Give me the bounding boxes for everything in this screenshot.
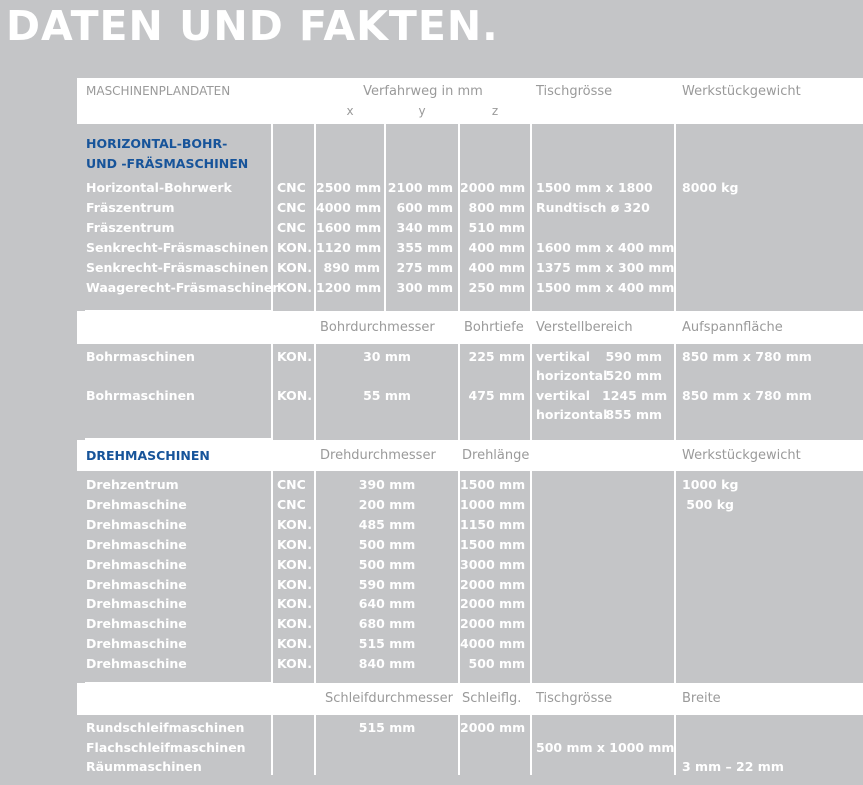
machine-name: Bohrmaschinen <box>86 349 195 364</box>
header-z: z <box>491 104 499 118</box>
section-title-turning: DREHMASCHINEN <box>86 448 210 463</box>
header-schleifdurchmesser: Schleifdurchmesser <box>325 691 453 706</box>
travel-x: 4000 mm <box>316 200 382 215</box>
travel-x: 1120 mm <box>316 240 382 255</box>
travel-z: 510 mm <box>468 220 525 235</box>
machine-name: Drehmaschine <box>86 596 187 612</box>
clamping-surface: 850 mm x 780 mm <box>682 349 812 364</box>
header-drehdurchmesser: Drehdurchmesser <box>320 448 436 463</box>
control-type: CNC <box>277 200 306 215</box>
travel-z: 2000 mm <box>460 180 526 195</box>
drill-diameter: 55 mm <box>363 388 411 403</box>
machine-data-table <box>77 78 863 776</box>
travel-z: 400 mm <box>468 240 525 255</box>
header-bohrtiefe: Bohrtiefe <box>464 320 524 335</box>
header-verfahrweg: Verfahrweg in mm <box>363 84 483 99</box>
machine-name: Senkrecht-Fräsmaschinen <box>86 240 269 255</box>
table-size: 1600 mm x 400 mm <box>536 240 675 255</box>
travel-y: 600 mm <box>396 200 453 215</box>
turn-diameter: 680 mm <box>358 616 416 632</box>
control-type: KON. <box>277 240 312 255</box>
turn-diameter: 840 mm <box>358 656 416 672</box>
machine-name: Senkrecht-Fräsmaschinen <box>86 260 269 275</box>
machine-name: Drehmaschine <box>86 656 187 672</box>
machine-name: Drehmaschine <box>86 536 187 552</box>
travel-y: 275 mm <box>396 260 453 275</box>
turn-diameter: 590 mm <box>358 576 416 592</box>
travel-y: 340 mm <box>396 220 453 235</box>
range-vertical-label: vertikal <box>536 388 591 403</box>
turn-length: 3000 mm <box>460 556 526 572</box>
section-title-milling-line2: UND -FRÄSMASCHINEN <box>86 156 249 171</box>
divider-grinding <box>85 682 273 684</box>
control-type: KON. <box>277 556 312 572</box>
control-type: CNC <box>277 477 306 492</box>
travel-y: 355 mm <box>396 240 453 255</box>
control-type: KON. <box>277 576 312 592</box>
travel-x: 1200 mm <box>316 280 382 295</box>
divider-turning <box>85 438 273 440</box>
turn-length: 1000 mm <box>460 496 526 512</box>
drill-diameter: 30 mm <box>363 349 411 364</box>
grind-diameter: 515 mm <box>358 720 416 735</box>
control-type: KON. <box>277 536 312 552</box>
turn-length: 2000 mm <box>460 596 526 612</box>
machine-name: Drehmaschine <box>86 516 187 532</box>
header-aufspannflaeche: Aufspannfläche <box>682 320 783 335</box>
travel-z: 400 mm <box>468 260 525 275</box>
header-breite: Breite <box>682 691 721 706</box>
turn-length: 1500 mm <box>460 536 526 552</box>
header-y: y <box>418 104 426 118</box>
header-bohrdurchmesser: Bohrdurchmesser <box>320 320 435 335</box>
table-size: Rundtisch ø 320 <box>536 200 650 215</box>
control-type: KON. <box>277 656 312 672</box>
machine-name: Rundschleifmaschinen <box>86 720 245 735</box>
control-type: KON. <box>277 616 312 632</box>
section-title-milling-line1: HORIZONTAL-BOHR- <box>86 136 228 151</box>
range-vertical-value: 590 mm <box>605 349 662 364</box>
turn-diameter: 485 mm <box>358 516 416 532</box>
travel-z: 800 mm <box>468 200 525 215</box>
turn-diameter: 500 mm <box>358 556 416 572</box>
control-type: CNC <box>277 180 306 195</box>
header-werkstueckgewicht: Werkstückgewicht <box>682 84 801 99</box>
drill-depth: 225 mm <box>468 349 525 364</box>
control-type: KON. <box>277 280 312 295</box>
travel-y: 2100 mm <box>387 180 453 195</box>
header-x: x <box>346 104 354 118</box>
header-tischgroesse-grinding: Tischgrösse <box>536 691 613 706</box>
turn-diameter: 200 mm <box>358 496 416 512</box>
machine-name: Fräszentrum <box>86 200 175 215</box>
col-separator-3 <box>530 78 532 775</box>
machine-name: Drehmaschine <box>86 496 187 512</box>
control-type: KON. <box>277 388 312 403</box>
machine-name: Bohrmaschinen <box>86 388 195 403</box>
machine-name: Drehmaschine <box>86 576 187 592</box>
turn-length: 500 mm <box>468 656 525 672</box>
turn-length: 2000 mm <box>460 616 526 632</box>
grind-length: 2000 mm <box>460 720 526 735</box>
range-horizontal-value: 855 mm <box>605 407 662 422</box>
machine-name: Drehmaschine <box>86 636 187 652</box>
range-horizontal-value: 520 mm <box>605 368 662 383</box>
machine-name: Flachschleifmaschinen <box>86 739 246 755</box>
col-separator-4 <box>674 78 676 775</box>
range-vertical-label: vertikal <box>536 349 591 364</box>
travel-x: 2500 mm <box>316 180 382 195</box>
turn-length: 1150 mm <box>460 516 526 532</box>
turn-diameter: 500 mm <box>358 536 416 552</box>
turn-length: 1500 mm <box>460 477 526 492</box>
turn-length: 4000 mm <box>460 636 526 652</box>
machine-name: Drehzentrum <box>86 477 179 492</box>
control-type: CNC <box>277 220 306 235</box>
col-separator-1 <box>271 78 273 775</box>
travel-x: 890 mm <box>323 260 380 275</box>
machine-name: Horizontal-Bohrwerk <box>86 180 232 195</box>
range-vertical-value: 1245 mm <box>602 388 668 403</box>
control-type: KON. <box>277 260 312 275</box>
workpiece-weight: 500 kg <box>686 496 734 512</box>
control-type: KON. <box>277 596 312 612</box>
machine-name: Waagerecht-Fräsmaschinen <box>86 280 282 295</box>
travel-z: 250 mm <box>468 280 525 295</box>
divider-drilling <box>85 310 273 312</box>
travel-x: 1600 mm <box>316 220 382 235</box>
control-type: KON. <box>277 636 312 652</box>
page-title: DATEN UND FAKTEN. <box>6 2 499 50</box>
control-type: CNC <box>277 496 306 512</box>
machine-name: Räummaschinen <box>86 759 202 774</box>
workpiece-weight: 8000 kg <box>682 180 739 195</box>
header-maschinenplandaten: MASCHINENPLANDATEN <box>86 84 231 98</box>
turn-diameter: 390 mm <box>358 477 416 492</box>
control-type: KON. <box>277 516 312 532</box>
machine-name: Fräszentrum <box>86 220 175 235</box>
header-werkstueckgewicht-turning: Werkstückgewicht <box>682 448 801 463</box>
header-tischgroesse: Tischgrösse <box>536 84 613 99</box>
header-schleiflaenge: Schleiflg. <box>462 691 522 706</box>
range-horizontal-label: horizontal <box>536 407 608 422</box>
turn-diameter: 640 mm <box>358 596 416 612</box>
table-size: 500 mm x 1000 mm <box>536 739 675 755</box>
table-size: 1500 mm x 400 mm <box>536 280 675 295</box>
machine-name: Drehmaschine <box>86 556 187 572</box>
width: 3 mm – 22 mm <box>682 759 784 774</box>
table-size: 1375 mm x 300 mm <box>536 260 675 275</box>
header-drehlaenge: Drehlänge <box>462 448 530 463</box>
control-type: KON. <box>277 349 312 364</box>
header-verstellbereich: Verstellbereich <box>536 320 633 335</box>
clamping-surface: 850 mm x 780 mm <box>682 388 812 403</box>
turn-diameter: 515 mm <box>358 636 416 652</box>
turn-length: 2000 mm <box>460 576 526 592</box>
drill-depth: 475 mm <box>468 388 525 403</box>
table-size: 1500 mm x 1800 <box>536 180 653 195</box>
travel-y: 300 mm <box>396 280 453 295</box>
range-horizontal-label: horizontal <box>536 368 608 383</box>
machine-name: Drehmaschine <box>86 616 187 632</box>
workpiece-weight: 1000 kg <box>682 477 739 492</box>
